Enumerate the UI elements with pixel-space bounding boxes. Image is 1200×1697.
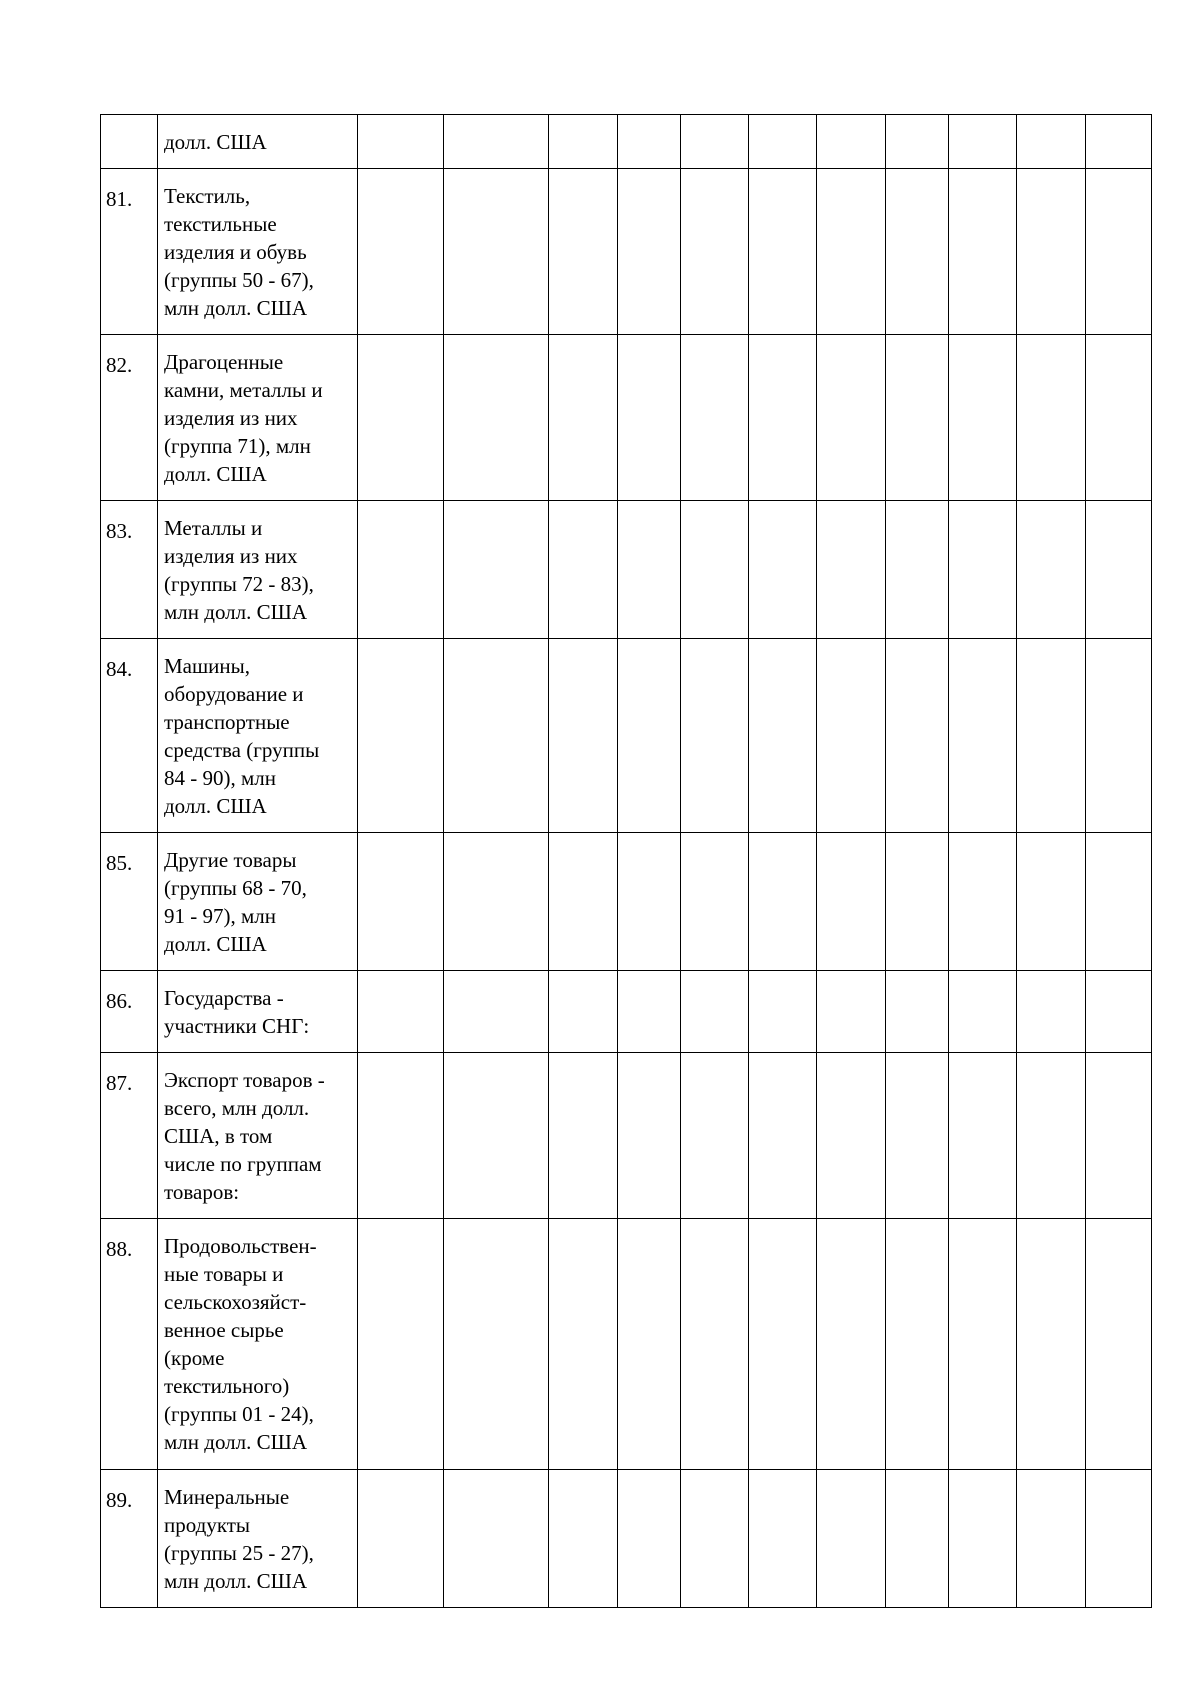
- row-label-line: (группа 71), млн: [164, 434, 311, 458]
- value-cell: [1017, 501, 1086, 639]
- value-cell: [886, 335, 949, 501]
- value-cell: [886, 971, 949, 1053]
- value-cell: [949, 1219, 1017, 1470]
- value-cell: [618, 169, 681, 335]
- table-row: [101, 115, 1152, 169]
- value-cell: [618, 115, 681, 169]
- value-cell: [618, 1470, 681, 1608]
- value-cell: [817, 115, 886, 169]
- value-cell: [1017, 169, 1086, 335]
- value-cell: [1017, 1470, 1086, 1608]
- value-cell: [1086, 501, 1152, 639]
- row-number: 89.: [101, 1470, 158, 1608]
- row-number: [101, 115, 158, 169]
- value-cell: [444, 501, 549, 639]
- value-cell: [358, 169, 444, 335]
- row-label-line: (кроме: [164, 1346, 225, 1370]
- value-cell: [886, 1053, 949, 1219]
- row-label-line: млн долл. США: [164, 1430, 307, 1454]
- value-cell: [749, 501, 817, 639]
- row-number: 85.: [101, 833, 158, 971]
- value-cell: [1086, 1219, 1152, 1470]
- row-label-line: товаров:: [164, 1180, 240, 1204]
- value-cell: [358, 833, 444, 971]
- row-label-line: транспортные: [164, 710, 290, 734]
- row-label-line: участники СНГ:: [164, 1014, 310, 1038]
- value-cell: [817, 1470, 886, 1608]
- row-label-line: средства (группы: [164, 738, 320, 762]
- row-label-line: 91 - 97), млн: [164, 904, 276, 928]
- value-cell: [549, 971, 618, 1053]
- row-label: [158, 1053, 358, 1219]
- value-cell: [749, 169, 817, 335]
- value-cell: [681, 335, 749, 501]
- value-cell: [949, 501, 1017, 639]
- value-cell: [549, 335, 618, 501]
- row-label-line: Продовольствен-: [164, 1234, 317, 1258]
- row-label-line: текстильные: [164, 212, 277, 236]
- table-row: [101, 1053, 1152, 1219]
- value-cell: [749, 1219, 817, 1470]
- value-cell: [444, 1053, 549, 1219]
- value-cell: [549, 639, 618, 833]
- value-cell: [886, 1219, 949, 1470]
- value-cell: [549, 169, 618, 335]
- value-cell: [618, 335, 681, 501]
- value-cell: [681, 169, 749, 335]
- row-label-line: венное сырье: [164, 1318, 284, 1342]
- table-row: [101, 833, 1152, 971]
- value-cell: [444, 833, 549, 971]
- table-row: [101, 501, 1152, 639]
- value-cell: [681, 1053, 749, 1219]
- row-label-line: млн долл. США: [164, 600, 307, 624]
- row-label-line: всего, млн долл.: [164, 1096, 310, 1120]
- row-label-line: камни, металлы и: [164, 378, 323, 402]
- row-label: [158, 501, 358, 639]
- value-cell: [358, 335, 444, 501]
- value-cell: [817, 833, 886, 971]
- value-cell: [817, 639, 886, 833]
- value-cell: [681, 971, 749, 1053]
- value-cell: [817, 169, 886, 335]
- value-cell: [817, 335, 886, 501]
- row-label-line: Экспорт товаров -: [164, 1068, 325, 1092]
- row-label: [158, 335, 358, 501]
- row-label-line: сельскохозяйст-: [164, 1290, 307, 1314]
- value-cell: [749, 115, 817, 169]
- value-cell: [618, 1053, 681, 1219]
- row-number: 88.: [101, 1219, 158, 1470]
- value-cell: [949, 639, 1017, 833]
- row-label-line: продукты: [164, 1513, 251, 1537]
- value-cell: [444, 335, 549, 501]
- row-number: 82.: [101, 335, 158, 501]
- value-cell: [681, 115, 749, 169]
- row-label: [158, 971, 358, 1053]
- table-row: [101, 1470, 1152, 1608]
- value-cell: [618, 971, 681, 1053]
- row-label: [158, 639, 358, 833]
- row-number: 87.: [101, 1053, 158, 1219]
- value-cell: [749, 971, 817, 1053]
- value-cell: [817, 501, 886, 639]
- row-label-line: Другие товары: [164, 848, 297, 872]
- row-label-line: (группы 50 - 67),: [164, 268, 314, 292]
- value-cell: [749, 335, 817, 501]
- value-cell: [1017, 1053, 1086, 1219]
- value-cell: [1086, 971, 1152, 1053]
- value-cell: [749, 1053, 817, 1219]
- row-label-line: Текстиль,: [164, 184, 251, 208]
- row-label-line: ные товары и: [164, 1262, 284, 1286]
- row-label-line: Металлы и: [164, 516, 263, 540]
- value-cell: [358, 115, 444, 169]
- value-cell: [1086, 1470, 1152, 1608]
- table-row: [101, 971, 1152, 1053]
- value-cell: [1086, 639, 1152, 833]
- row-label-line: текстильного): [164, 1374, 290, 1398]
- row-label-line: изделия из них: [164, 406, 298, 430]
- value-cell: [681, 1219, 749, 1470]
- value-cell: [886, 833, 949, 971]
- value-cell: [749, 833, 817, 971]
- value-cell: [681, 1470, 749, 1608]
- value-cell: [749, 1470, 817, 1608]
- value-cell: [358, 971, 444, 1053]
- row-label: [158, 833, 358, 971]
- row-number: 81.: [101, 169, 158, 335]
- value-cell: [817, 1219, 886, 1470]
- row-label-line: изделия и обувь: [164, 240, 307, 264]
- row-label-line: изделия из них: [164, 544, 298, 568]
- value-cell: [681, 639, 749, 833]
- value-cell: [1086, 1053, 1152, 1219]
- row-label-line: (группы 68 - 70,: [164, 876, 307, 900]
- row-label-line: (группы 72 - 83),: [164, 572, 314, 596]
- row-label-line: долл. США: [164, 130, 267, 154]
- value-cell: [1017, 971, 1086, 1053]
- value-cell: [817, 971, 886, 1053]
- value-cell: [618, 639, 681, 833]
- statistics-table: [100, 114, 1152, 1608]
- value-cell: [949, 335, 1017, 501]
- value-cell: [549, 115, 618, 169]
- value-cell: [618, 1219, 681, 1470]
- value-cell: [444, 1470, 549, 1608]
- value-cell: [549, 501, 618, 639]
- row-number: 83.: [101, 501, 158, 639]
- row-label: [158, 169, 358, 335]
- value-cell: [549, 1219, 618, 1470]
- row-label: [158, 1219, 358, 1470]
- value-cell: [549, 833, 618, 971]
- value-cell: [949, 833, 1017, 971]
- value-cell: [949, 1470, 1017, 1608]
- row-label-line: (группы 01 - 24),: [164, 1402, 314, 1426]
- row-label-line: млн долл. США: [164, 296, 307, 320]
- value-cell: [886, 501, 949, 639]
- value-cell: [886, 639, 949, 833]
- value-cell: [949, 1053, 1017, 1219]
- value-cell: [949, 115, 1017, 169]
- row-label-line: оборудование и: [164, 682, 304, 706]
- value-cell: [618, 501, 681, 639]
- value-cell: [358, 1053, 444, 1219]
- table-row: [101, 169, 1152, 335]
- table-row: [101, 335, 1152, 501]
- value-cell: [949, 169, 1017, 335]
- value-cell: [681, 833, 749, 971]
- value-cell: [1017, 115, 1086, 169]
- value-cell: [817, 1053, 886, 1219]
- value-cell: [1086, 335, 1152, 501]
- row-label-line: США, в том: [164, 1124, 273, 1148]
- value-cell: [358, 1470, 444, 1608]
- value-cell: [618, 833, 681, 971]
- table-row: [101, 1219, 1152, 1470]
- value-cell: [358, 501, 444, 639]
- row-label-line: долл. США: [164, 794, 267, 818]
- value-cell: [444, 639, 549, 833]
- row-label-line: Государства -: [164, 986, 284, 1010]
- value-cell: [681, 501, 749, 639]
- value-cell: [444, 971, 549, 1053]
- value-cell: [549, 1470, 618, 1608]
- value-cell: [886, 1470, 949, 1608]
- value-cell: [1017, 833, 1086, 971]
- value-cell: [749, 639, 817, 833]
- value-cell: [886, 115, 949, 169]
- row-label-line: долл. США: [164, 932, 267, 956]
- value-cell: [886, 169, 949, 335]
- value-cell: [1086, 169, 1152, 335]
- row-label-line: 84 - 90), млн: [164, 766, 276, 790]
- row-label: [158, 115, 358, 169]
- row-number: 86.: [101, 971, 158, 1053]
- row-label-line: (группы 25 - 27),: [164, 1541, 314, 1565]
- value-cell: [444, 169, 549, 335]
- row-number: 84.: [101, 639, 158, 833]
- row-label-line: Драгоценные: [164, 350, 284, 374]
- row-label-line: Минеральные: [164, 1485, 290, 1509]
- row-label-line: Машины,: [164, 654, 250, 678]
- row-label-line: числе по группам: [164, 1152, 322, 1176]
- value-cell: [1017, 639, 1086, 833]
- value-cell: [949, 971, 1017, 1053]
- value-cell: [358, 639, 444, 833]
- table-body: [101, 115, 1152, 1608]
- value-cell: [1086, 115, 1152, 169]
- value-cell: [1017, 1219, 1086, 1470]
- value-cell: [444, 1219, 549, 1470]
- row-label: [158, 1470, 358, 1608]
- value-cell: [358, 1219, 444, 1470]
- value-cell: [549, 1053, 618, 1219]
- value-cell: [1017, 335, 1086, 501]
- value-cell: [444, 115, 549, 169]
- value-cell: [1086, 833, 1152, 971]
- row-label-line: долл. США: [164, 462, 267, 486]
- table-row: [101, 639, 1152, 833]
- row-label-line: млн долл. США: [164, 1569, 307, 1593]
